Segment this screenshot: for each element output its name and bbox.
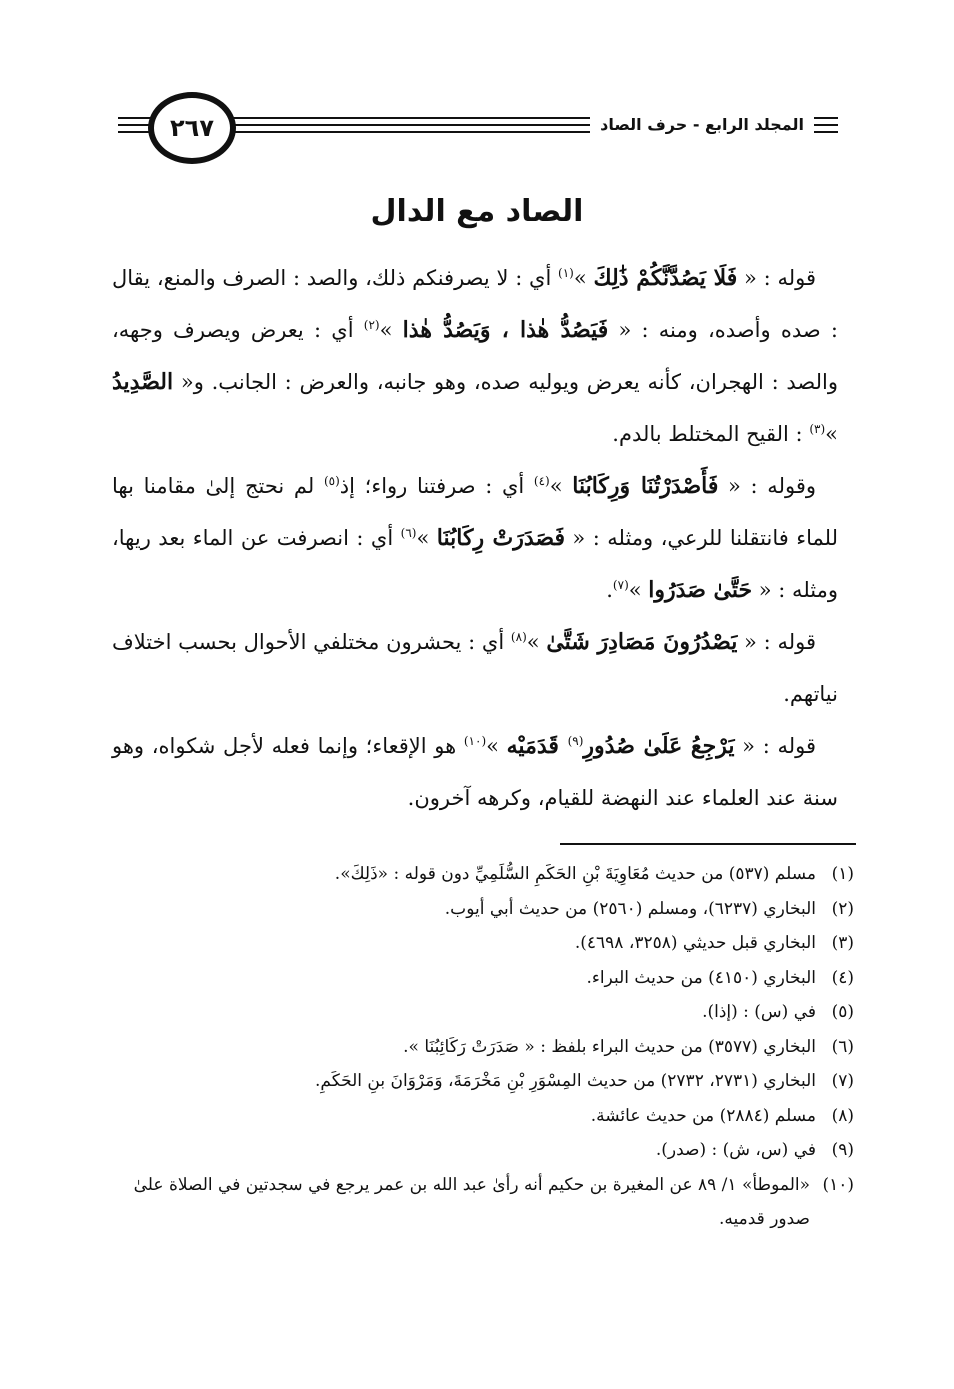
quoted-phrase: فَيَصُدُّ هٰذا ، وَيَصُدُّ هٰذا (402, 317, 609, 343)
quoted-phrase: يَصْدُرُونَ مَصَادِرَ شَتَّىٰ (546, 629, 738, 655)
footnote (104, 857, 854, 892)
paragraph: قوله : « يَصْدُرُونَ مَصَادِرَ شَتَّىٰ »$^{(٨)}$ أي : يحشرون مختلفي الأحوال بحسب اختلاف نياتهم. (112, 629, 838, 706)
running-head: المجلد الرابع - حرف الصاد (590, 113, 814, 137)
footnote-text: البخاري (٦٢٣٧)، ومسلم (٢٥٦٠) من حديث أبي أيوب. (444, 898, 816, 919)
footnote-text: في (س، ش) : (صدر). (655, 1140, 816, 1160)
quoted-phrase: فَلَا يَصُدَّنَّكُمْ ذَٰلِكَ (593, 265, 738, 291)
body-text (112, 252, 838, 824)
footnote-text: البخاري قبل حديثي (٣٢٥٨، ٤٦٩٨). (574, 933, 816, 953)
footnote-ref[interactable]: (٢) (363, 318, 380, 332)
footnote (104, 961, 854, 996)
quoted-phrase: الصَّدِيدُ (112, 369, 174, 395)
footnote-number: (٢) (831, 898, 854, 919)
footnote-number: (٧) (831, 1071, 854, 1091)
paragraph: قوله : « فَلَا يَصُدَّنَّكُمْ ذَٰلِكَ »$^{(١)}$ أي : لا يصرفنكم ذلك، والصد : الصرف والمنع، يقال : صده وأصده، ومنه : « فَيَصُدُّ هٰذا ، وَيَصُدُّ هٰذا »$^{(٢)}$ أي : يعرض ويصرف وجهه، والصد : الهجران، كأنه يعرض ويوليه صده، وهو جانبه، والعرض : الجانب. و« الصَّدِيدُ »$^{(٣)}$ : القيح المختلط بالدم. (112, 265, 839, 446)
footnote-ref[interactable]: (١٠) (463, 734, 487, 748)
footnote-ref[interactable]: (٣) (809, 422, 826, 436)
footnote-text: مسلم (٥٣٧) من حديث مُعَاوِيَةَ بْنِ الحَكَمِ السُّلَمِيِّ دون قوله : «ذَلِكَ». (334, 864, 816, 884)
footnote-ref[interactable]: (٥) (323, 474, 340, 488)
footnote-number: (١٠) (822, 1174, 854, 1195)
footnote-number: (٤) (831, 967, 854, 988)
footnote (104, 1064, 854, 1099)
footnote-number: (٣) (831, 933, 854, 953)
footnote (104, 1168, 854, 1236)
footnote-text: مسلم (٢٨٨٤) من حديث عائشة. (590, 1105, 816, 1126)
footnote-ref[interactable]: (١) (558, 266, 574, 280)
footnote-number: (٦) (831, 1036, 854, 1057)
footnote-separator (560, 843, 856, 845)
footnote-ref[interactable]: (٨) (510, 630, 527, 644)
footnote-number: (١) (831, 864, 854, 884)
footnote-ref[interactable]: (٧) (612, 578, 629, 592)
paragraph: وقوله : « فَأَصْدَرْتُنَا وَرِكَابُنَا »$^{(٤)}$ أي : صرفتنا رواء؛ إذ$^{(٥)}$ لم نحتج إلىٰ مقامنا بها للماء فانتقلنا للرعي، ومثله : « فَصَدَرَتْ رِكَابُنَا »$^{(٦)}$ أي : انصرفت عن الماء بعد ريها، ومثله : « حَتَّىٰ صَدَرُوا »$^{(٧)}$. (112, 473, 839, 603)
section-title: الصاد مع الدال (370, 194, 584, 229)
footnote-ref[interactable]: (٩) (567, 734, 584, 748)
footnote (104, 926, 854, 961)
footnote (104, 892, 854, 927)
page-number-badge (148, 92, 236, 164)
footnote (104, 1030, 854, 1065)
page-number: ٢٦٧ (170, 114, 214, 142)
quoted-phrase: فَأَصْدَرْتُنَا وَرِكَابُنَا (572, 473, 719, 499)
footnote-text: البخاري (٤١٥٠) من حديث البراء. (586, 967, 816, 988)
footnote-number: (٨) (831, 1105, 854, 1126)
footnote (104, 995, 854, 1030)
quoted-phrase: حَتَّىٰ صَدَرُوا (648, 577, 753, 603)
footnote-text: في (س) : (إذا). (702, 1002, 816, 1022)
footnote (104, 1099, 854, 1134)
footnote-text: البخاري (٢٧٣١، ٢٧٣٢) من حديث المِسْوَرِ بْنِ مَخْرَمَةَ، وَمَرْوَانَ بنِ الحَكَمِ. (315, 1071, 816, 1091)
footnotes-list (104, 857, 854, 1236)
quoted-phrase: فَصَدَرَتْ رِكَابُنَا (436, 525, 565, 551)
quoted-phrase: يَرْجِعُ عَلَىٰ صُدُورِ (583, 733, 735, 759)
footnote-text: البخاري (٣٥٧٧) من حديث البراء بلفظ : « صَدَرَتْ رَكَائِبُنَا ». (403, 1036, 816, 1057)
footnote (104, 1133, 854, 1168)
footnote-ref[interactable]: (٤) (533, 474, 550, 488)
footnote-number: (٩) (831, 1140, 854, 1160)
paragraph: قوله : « يَرْجِعُ عَلَىٰ صُدُورِ$^{(٩)}$ قَدَمَيْه »$^{(١٠)}$ هو الإقعاء؛ وإنما فعله لأجل شكواه، وهو سنة عند العلماء عند النهضة للقيام، وكرهه آخرون. (112, 733, 838, 810)
footnote-text: «الموطأ» ١/ ٨٩ عن المغيرة بن حكيم أنه رأىٰ عبد الله بن عمر يرجع في سجدتين في الصلاة علىٰ صدور قدميه. (133, 1174, 810, 1229)
quoted-phrase: قَدَمَيْه (506, 733, 568, 759)
footnote-ref[interactable]: (٦) (400, 526, 417, 540)
footnote-number: (٥) (831, 1002, 854, 1022)
